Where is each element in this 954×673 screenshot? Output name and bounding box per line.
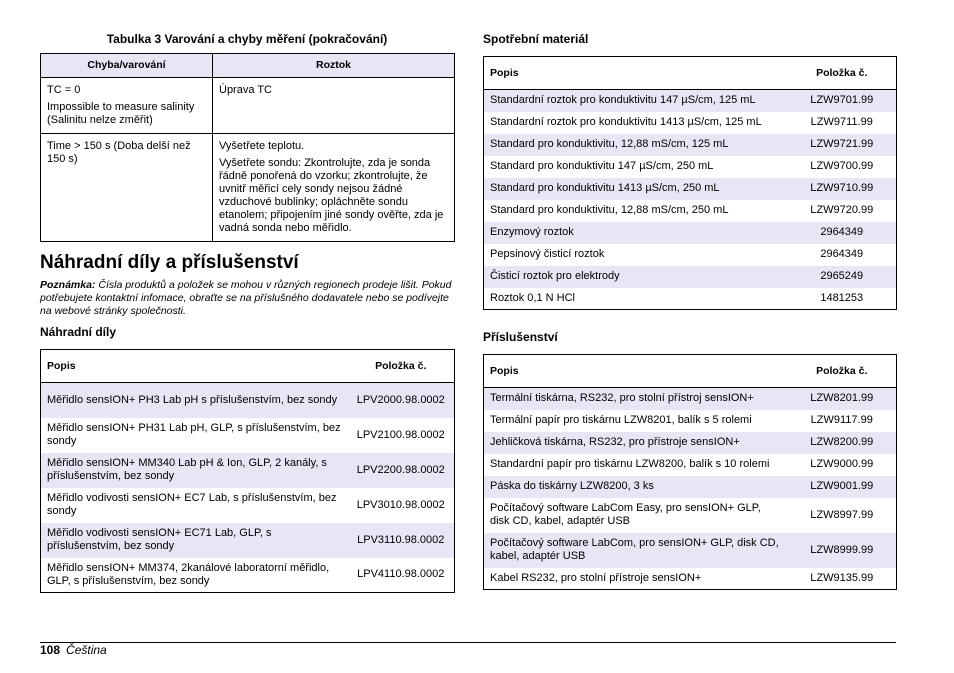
item-description: Pepsinový čisticí roztok — [490, 248, 605, 260]
item-description: Měřidlo sensION+ MM374, 2kanálové laboratorní měřidlo, GLP, s příslušenstvím, bez sondy — [47, 561, 330, 587]
item-number: LPV4110.98.0002 — [357, 568, 445, 581]
item-description: Standard pro konduktivitu 147 µS/cm, 250 mL — [490, 160, 714, 172]
column-header: Položka č. — [348, 350, 455, 383]
accessories-table — [483, 354, 897, 590]
item-number: LZW9720.99 — [810, 204, 874, 216]
note — [40, 279, 456, 318]
item-description: Standardní roztok pro konduktivitu 147 µS/cm, 125 mL — [484, 90, 788, 112]
item-number: LPV2100.98.0002 — [356, 428, 445, 441]
column-header: Položka č. — [788, 355, 897, 388]
item-description: Počítačový software LabCom Easy, pro sensION+ GLP, disk CD, kabel, adaptér USB — [490, 502, 761, 527]
item-number: LZW8200.99 — [788, 432, 897, 454]
item-number: LZW8997.99 — [810, 508, 874, 521]
item-number: LZW8999.99 — [788, 533, 897, 568]
table-row — [484, 178, 897, 200]
table-row — [484, 200, 897, 222]
accessories-title: Příslušenství — [483, 330, 558, 344]
table-row — [484, 476, 897, 498]
item-description: Jehličková tiskárna, RS232, pro přístroje sensION+ — [484, 432, 788, 454]
table-row — [41, 418, 455, 453]
note-label: Poznámka: — [40, 279, 96, 291]
table-row — [484, 454, 897, 476]
table-row — [41, 558, 455, 593]
column-header: Roztok — [213, 54, 455, 78]
table-row — [484, 388, 897, 410]
table-caption: Tabulka 3 Varování a chyby měření (pokračování) — [106, 32, 388, 46]
warning-cell — [41, 134, 213, 242]
consumables-title: Spotřební materiál — [483, 32, 589, 46]
item-number: LZW8201.99 — [788, 388, 897, 410]
table-row — [41, 488, 455, 523]
column-header: Popis — [484, 57, 788, 90]
warning-text: Time > 150 s (Doba delší než 150 s) — [47, 140, 191, 165]
item-number: LPV2000.98.0002 — [348, 383, 455, 418]
item-description: Měřidlo vodivosti sensION+ EC7 Lab, s příslušenstvím, bez sondy — [47, 492, 337, 517]
item-number: 1481253 — [820, 291, 864, 304]
item-description: Standard pro konduktivitu, 12,88 mS/cm, 125 mL — [484, 134, 788, 156]
warning-text: Impossible to measure salinity (Salinitu nelze změřit) — [47, 101, 195, 126]
item-description: Roztok 0,1 N HCl — [490, 291, 575, 304]
table-row — [484, 288, 897, 310]
item-description: Enzymový roztok — [484, 222, 788, 244]
table-row — [484, 244, 897, 266]
table-row — [484, 156, 897, 178]
item-number: LPV3010.98.0002 — [356, 498, 445, 511]
footer-language: Čeština — [66, 643, 107, 657]
table-row — [484, 410, 897, 432]
item-number: LPV3110.98.0002 — [348, 523, 455, 558]
solution-text: Vyšetřete sondu: Zkontrolujte, zda je sonda řádně ponořená do vzorku; zkontrolujte, že uvnitř měřicí cely sondy nejsou žádné vzduchové bublinky; opláchněte sondu etanolem; připojením jiné sondy ověřte, zda je vadná sonda nebo měřidlo. — [219, 157, 444, 234]
item-number: 2964349 — [788, 222, 897, 244]
item-description: Páska do tiskárny LZW8200, 3 ks — [484, 476, 788, 498]
table-row — [41, 78, 455, 134]
item-number: LZW9135.99 — [810, 571, 874, 584]
table-row — [484, 266, 897, 288]
table-header-row — [484, 57, 897, 90]
spare-parts-table — [40, 349, 455, 593]
item-number: 2965249 — [788, 266, 897, 288]
solution-cell — [213, 78, 455, 134]
item-number: LZW9721.99 — [788, 134, 897, 156]
spare-parts-title: Náhradní díly — [40, 325, 117, 339]
item-number: LZW9000.99 — [810, 458, 874, 470]
table-row — [484, 222, 897, 244]
warning-text: TC = 0 — [47, 84, 81, 96]
consumables-table — [483, 56, 897, 310]
column-header: Chyba/varování — [41, 54, 213, 78]
item-number: 2964349 — [820, 248, 864, 260]
item-number: LZW9700.99 — [810, 160, 874, 172]
warning-cell — [41, 78, 213, 134]
item-number: LZW9701.99 — [788, 90, 897, 112]
item-description: Standardní papír pro tiskárnu LZW8200, balík s 10 rolemi — [490, 458, 770, 470]
item-description: Standard pro konduktivitu, 12,88 mS/cm, 250 mL — [490, 204, 729, 216]
item-description: Čisticí roztok pro elektrody — [484, 266, 788, 288]
table-row — [484, 568, 897, 590]
column-header: Popis — [484, 355, 788, 388]
page-footer — [40, 644, 107, 657]
solution-text: Vyšetřete teplotu. — [219, 140, 305, 152]
item-number: LZW9001.99 — [788, 476, 897, 498]
table-row — [484, 432, 897, 454]
table-header-row — [41, 54, 455, 78]
section-heading: Náhradní díly a příslušenství — [40, 252, 299, 273]
solution-text: Úprava TC — [219, 84, 272, 96]
table-row — [484, 134, 897, 156]
table-row — [41, 453, 455, 488]
item-description: Měřidlo sensION+ PH31 Lab pH, GLP, s příslušenstvím, bez sondy — [47, 422, 341, 447]
column-header: Popis — [41, 350, 348, 383]
item-description: Standardní roztok pro konduktivitu 1413 µS/cm, 125 mL — [490, 116, 762, 128]
table-row — [41, 383, 455, 418]
footer-rule — [40, 642, 896, 643]
column-header: Položka č. — [788, 57, 897, 90]
page-number: 108 — [40, 643, 61, 657]
item-number: LZW9711.99 — [810, 116, 873, 128]
item-description: Termální tiskárna, RS232, pro stolní přístroj sensION+ — [484, 388, 788, 410]
table-header-row — [41, 350, 455, 383]
table-row — [41, 523, 455, 558]
item-description: Standard pro konduktivitu 1413 µS/cm, 250 mL — [484, 178, 788, 200]
table-row — [484, 90, 897, 112]
table-header-row — [484, 355, 897, 388]
note-text: Čísla produktů a položek se mohou v různých regionech prodeje lišit. Pokud potřebujete kontaktní infomace, obraťte se na příslušného dodavatele nebo se podívejte na webové stránky společnosti. — [40, 279, 452, 317]
table-row — [484, 112, 897, 134]
item-description: Měřidlo vodivosti sensION+ EC71 Lab, GLP, s příslušenstvím, bez sondy — [41, 523, 348, 558]
item-description: Kabel RS232, pro stolní přístroje sensION+ — [490, 571, 702, 584]
item-description: Měřidlo sensION+ PH3 Lab pH s příslušenstvím, bez sondy — [41, 383, 348, 418]
item-number: LZW9117.99 — [810, 414, 873, 426]
table-row — [41, 134, 455, 242]
table-row — [484, 533, 897, 568]
item-description: Počítačový software LabCom, pro sensION+ GLP, disk CD, kabel, adaptér USB — [484, 533, 788, 568]
item-description: Měřidlo sensION+ MM340 Lab pH & Ion, GLP, 2 kanály, s příslušenstvím, bez sondy — [41, 453, 348, 488]
item-number: LZW9710.99 — [788, 178, 897, 200]
item-number: LPV2200.98.0002 — [348, 453, 455, 488]
table-row — [484, 498, 897, 533]
item-description: Termální papír pro tiskárnu LZW8201, balík s 5 rolemi — [490, 414, 752, 426]
warnings-table — [40, 53, 455, 242]
solution-cell — [213, 134, 455, 242]
